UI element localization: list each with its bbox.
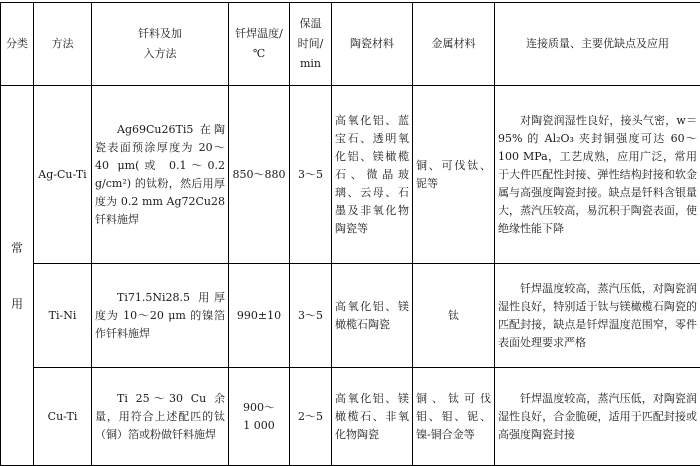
table-row bbox=[1, 86, 700, 264]
hold-time-cell: 3～5 bbox=[290, 86, 332, 264]
filler-cell: Ti 25～30 Cu 余量，用符合上述配匹的钛（铜）箔或粉做钎料施焊 bbox=[92, 368, 229, 466]
table-header bbox=[1, 3, 700, 86]
temperature-cell: 990±10 bbox=[229, 264, 290, 368]
temperature-cell: 850～880 bbox=[229, 86, 290, 264]
metal-cell: 钛 bbox=[413, 264, 495, 368]
quality-cell: 钎焊温度较高，蒸汽压低，对陶瓷润湿性良好，特别适于钛与镁橄榄石陶瓷的匹配封接，缺点是钎焊温度范围窄，零件表面处理要求严格 bbox=[495, 264, 700, 368]
category-char: 常 bbox=[4, 220, 30, 276]
ceramic-cell: 高氧化铝、镁橄榄石陶瓷 bbox=[332, 264, 413, 368]
header-category: 分类 bbox=[1, 3, 34, 86]
filler-cell: Ti71.5Ni28.5 用厚度为 10～20 μm 的镍箔作钎料施焊 bbox=[92, 264, 229, 368]
header-method: 方法 bbox=[34, 3, 92, 86]
header-quality: 连接质量、主要优缺点及应用 bbox=[495, 3, 700, 86]
ceramic-cell: 高氧化铝、蓝宝石、透明氧化铝、镁橄榄石、微晶玻璃、云母、石墨及非氧化物陶瓷等 bbox=[332, 86, 413, 264]
filler-cell: Ag69Cu26Ti5 在陶瓷表面预涂厚度为 20～40 μm(或 0.1～0.2 g/cm²) 的钛粉，然后用厚度为 0.2 mm Ag72Cu28 钎料施焊 bbox=[92, 86, 229, 264]
header-filler: 钎料及加 入方法 bbox=[92, 3, 229, 86]
header-ceramic: 陶瓷材料 bbox=[332, 3, 413, 86]
header-row bbox=[1, 3, 700, 86]
category-cell bbox=[1, 86, 34, 466]
header-hold-time: 保温 时间/ min bbox=[290, 3, 332, 86]
quality-cell: 钎焊温度较高，蒸汽压低，对陶瓷润湿性良好，合金脆硬，适用于匹配封接或高强度陶瓷封接 bbox=[495, 368, 700, 466]
metal-cell: 铜、钛可伐钼、钼、铌、镍-铜合金等 bbox=[413, 368, 495, 466]
quality-cell: 对陶瓷润湿性良好，接头气密，w＝95% 的 Al₂O₃ 夹封铜强度可达 60～100 MPa，工艺成熟，应用广泛，常用于大件匹配性封接、弹性结构封接和软金属与高强度陶瓷封接。缺点是钎料含银量大，蒸汽压较高，易沉积于陶瓷表面，使绝缘性能下降 bbox=[495, 86, 700, 264]
method-cell: Ti-Ni bbox=[34, 264, 92, 368]
brazing-methods-table bbox=[0, 2, 700, 466]
method-cell: Cu-Ti bbox=[34, 368, 92, 466]
method-cell: Ag-Cu-Ti bbox=[34, 86, 92, 264]
table-row bbox=[1, 368, 700, 466]
table-row bbox=[1, 264, 700, 368]
table-body bbox=[1, 86, 700, 466]
metal-cell: 铜、可伐钛、铌等 bbox=[413, 86, 495, 264]
category-char: 用 bbox=[4, 276, 30, 332]
header-temperature: 钎焊温度/ ℃ bbox=[229, 3, 290, 86]
header-metal: 金属材料 bbox=[413, 3, 495, 86]
ceramic-cell: 高氧化铝、镁橄榄石、非氧化物陶瓷 bbox=[332, 368, 413, 466]
hold-time-cell: 3～5 bbox=[290, 264, 332, 368]
temperature-cell: 900～ 1 000 bbox=[229, 368, 290, 466]
hold-time-cell: 2～5 bbox=[290, 368, 332, 466]
